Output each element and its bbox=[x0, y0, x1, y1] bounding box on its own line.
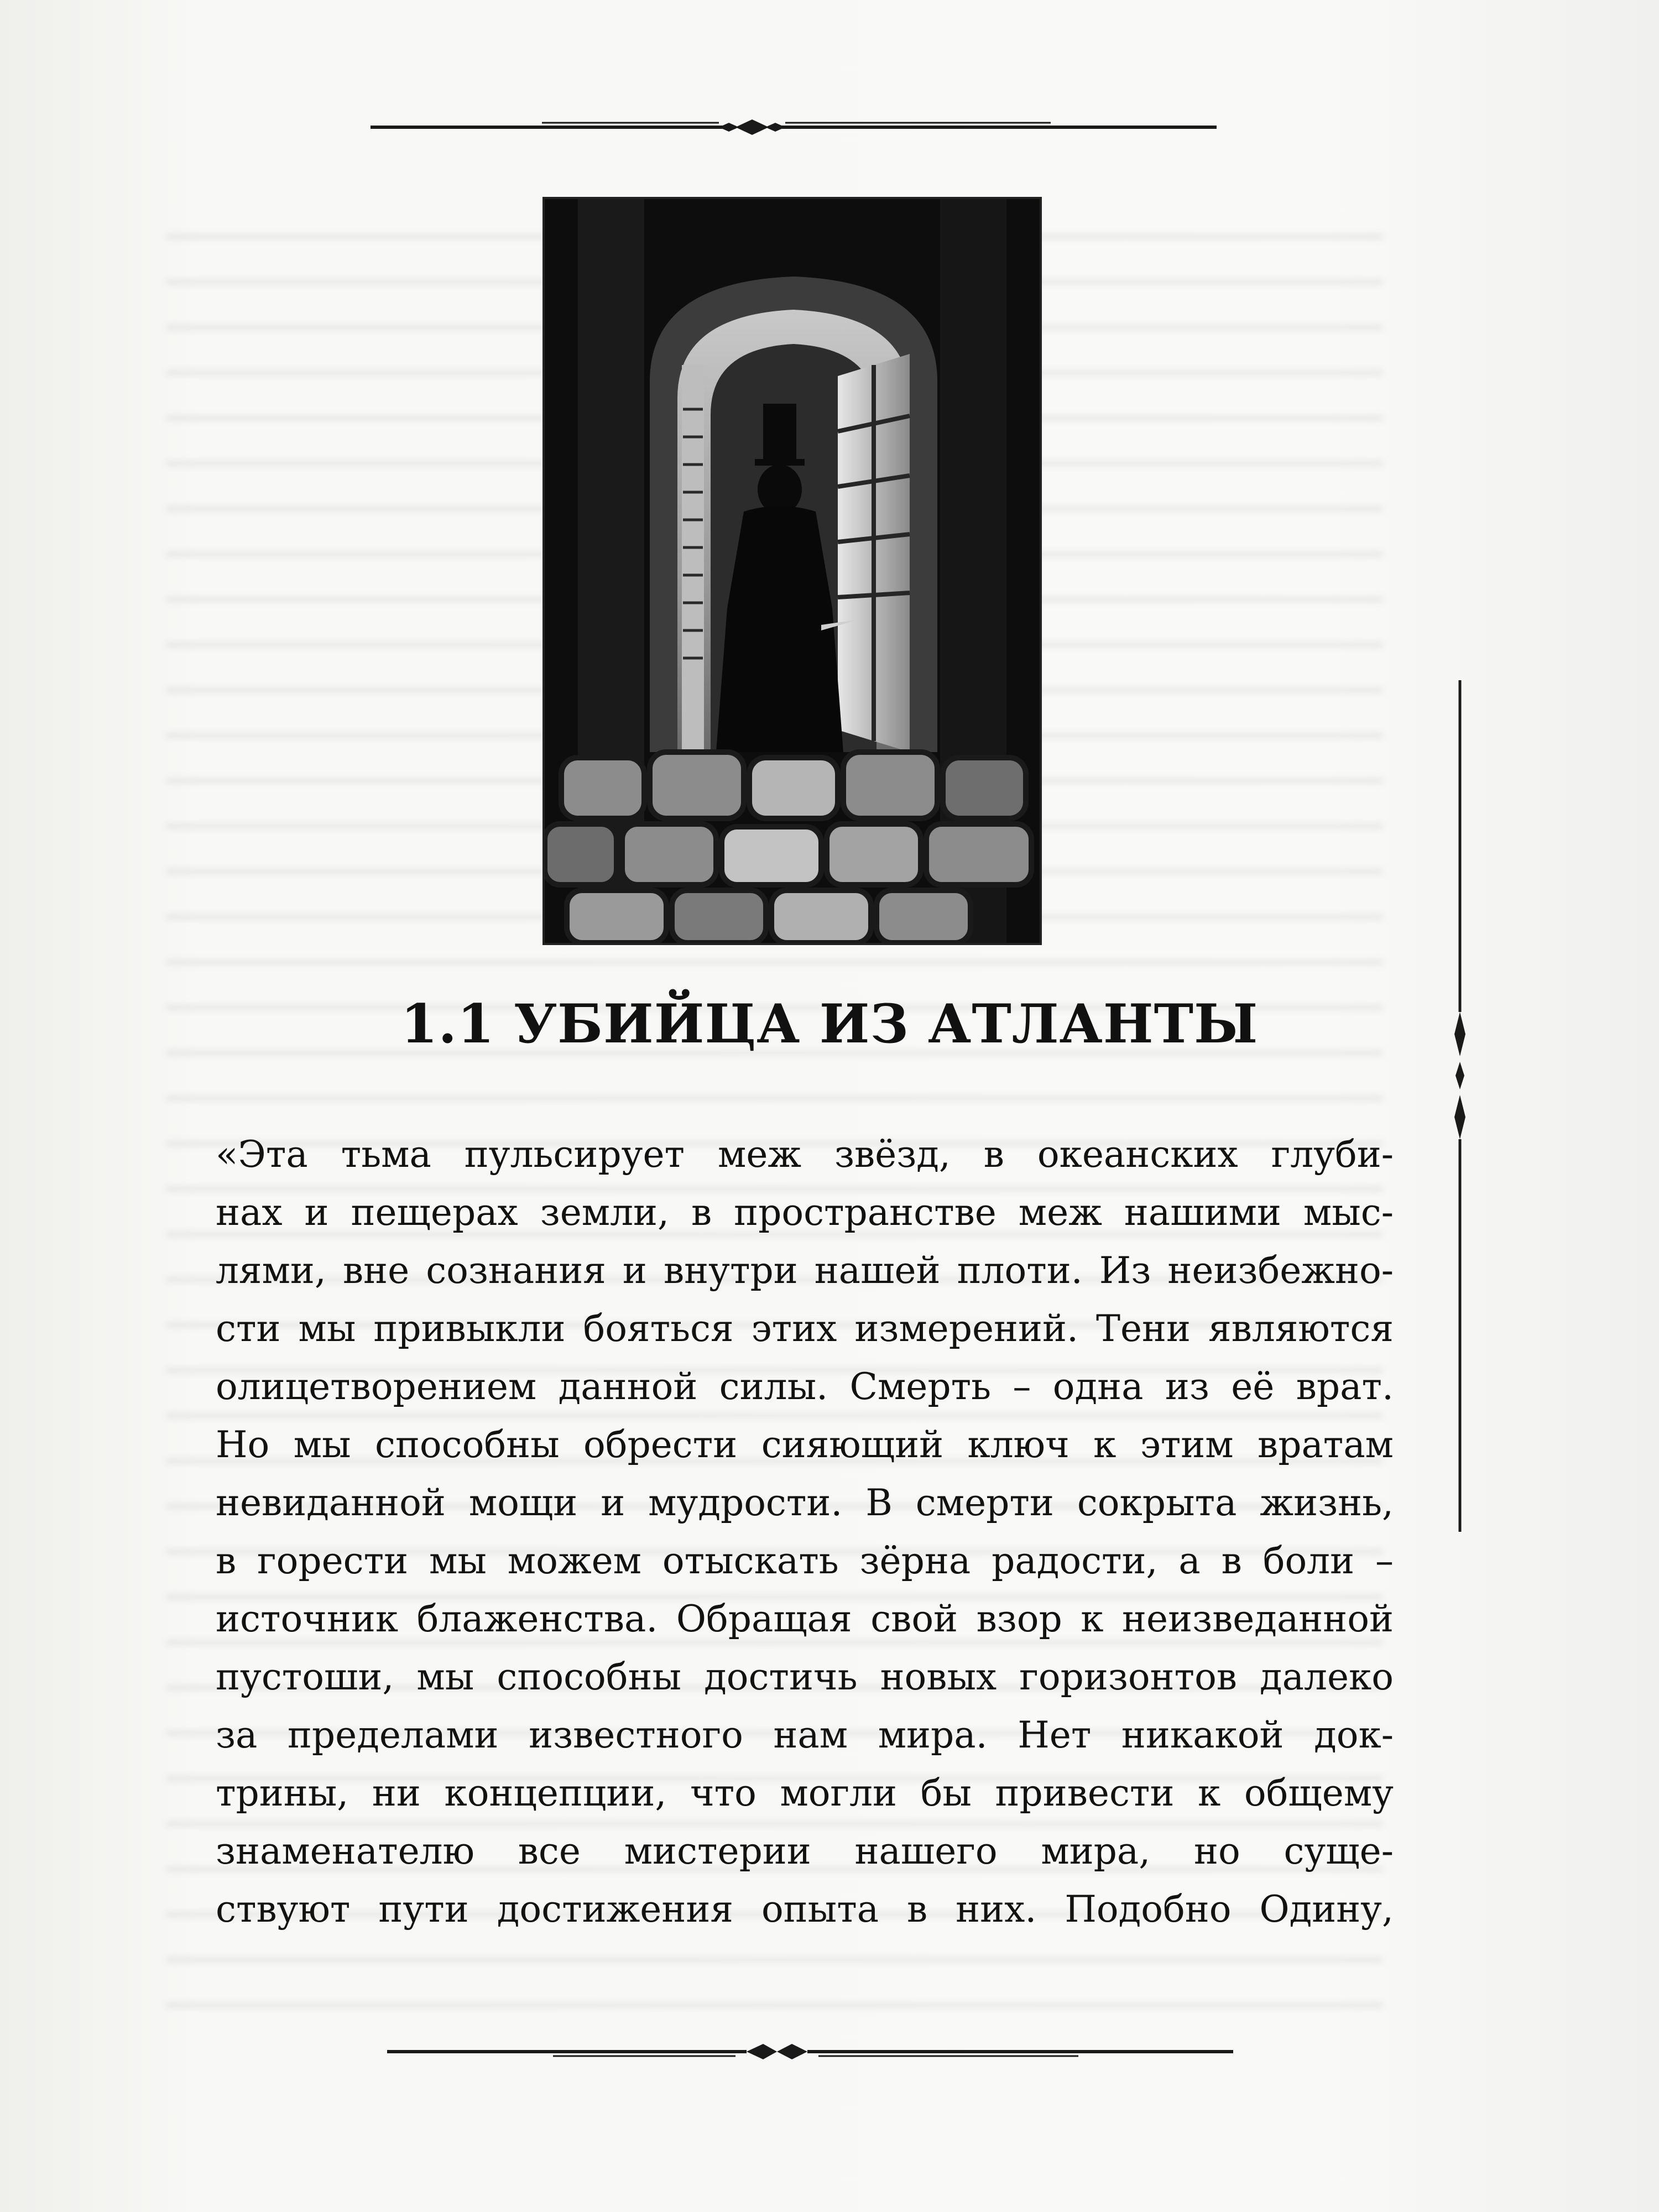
body-paragraph bbox=[216, 1125, 1394, 1938]
text-line: Но мы способны обрести сияющий ключ к этим вратам bbox=[216, 1423, 1394, 1466]
text-line: сти мы привыкли бояться этих измерений. Тени являются bbox=[216, 1307, 1394, 1350]
illustration-figure bbox=[545, 199, 1040, 943]
text-line: олицетворением данной силы. Смерть – одна из её врат. bbox=[216, 1365, 1394, 1408]
bottom-ornament-rule-icon bbox=[0, 2035, 1659, 2068]
text-line: лями, вне сознания и внутри нашей плоти. Из неизбежно- bbox=[216, 1249, 1394, 1292]
top-ornament-rule-icon bbox=[0, 111, 1659, 144]
text-line: «Эта тьма пульсирует меж звёзд, в океанских глуби- bbox=[216, 1133, 1394, 1176]
text-line: источник блаженства. Обращая свой взор к неизведанной bbox=[216, 1598, 1394, 1640]
text-line: за пределами известного нам мира. Нет никакой док- bbox=[216, 1714, 1394, 1756]
text-line: нах и пещерах земли, в пространстве меж нашими мыс- bbox=[216, 1191, 1394, 1234]
margin-ornament-rule-icon bbox=[1449, 680, 1471, 1532]
chapter-title: 1.1 УБИЙЦА ИЗ АТЛАНТЫ bbox=[400, 993, 1259, 1055]
text-line: невиданной мощи и мудрости. В смерти сокрыта жизнь, bbox=[216, 1481, 1394, 1524]
silhouette-in-top-hat-doorway-icon bbox=[545, 199, 1040, 943]
text-line: в горести мы можем отыскать зёрна радости, а в боли – bbox=[216, 1540, 1394, 1582]
text-line: знаменателю все мистерии нашего мира, но суще- bbox=[216, 1830, 1394, 1872]
text-line: ствуют пути достижения опыта в них. Подобно Одину, bbox=[216, 1888, 1394, 1931]
text-line: трины, ни концепции, что могли бы привести к общему bbox=[216, 1772, 1394, 1814]
text-line: пустоши, мы способны достичь новых горизонтов далеко bbox=[216, 1656, 1394, 1698]
